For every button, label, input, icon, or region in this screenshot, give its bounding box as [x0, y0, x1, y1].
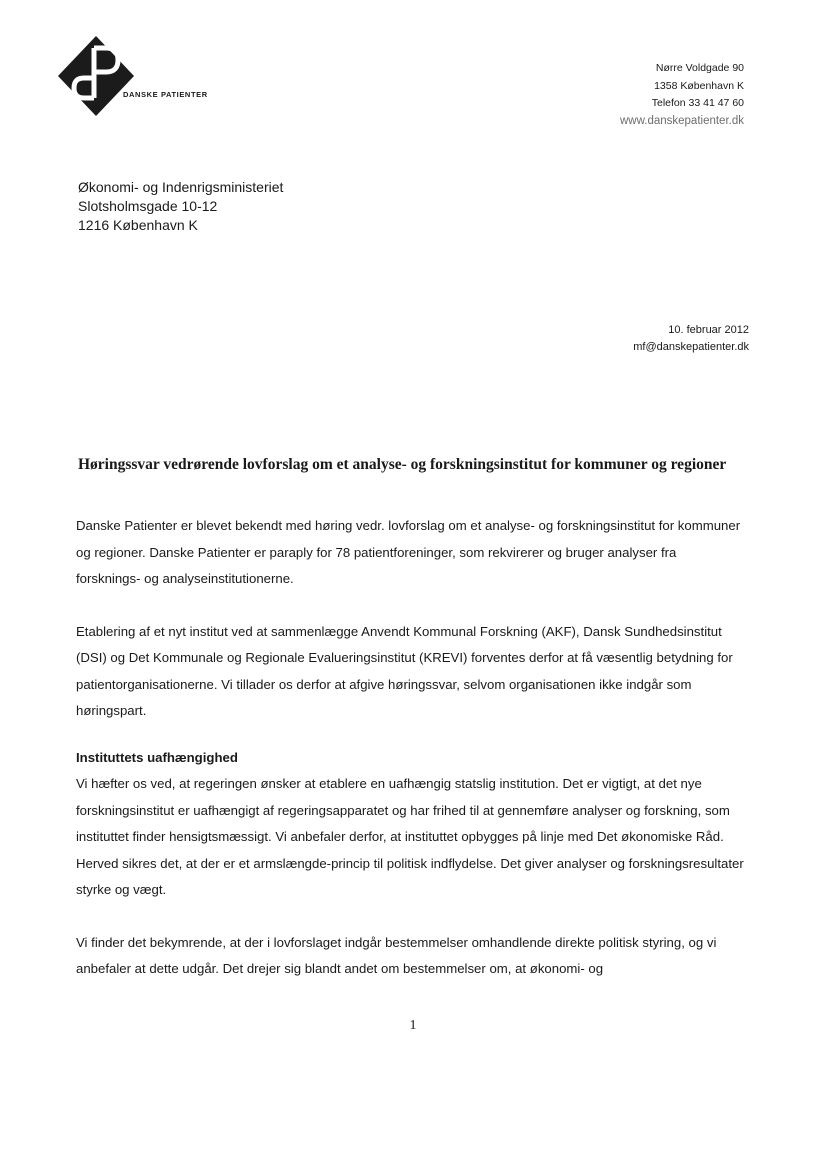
recipient-city: 1216 København K	[78, 217, 198, 233]
logo-name: DANSKE PATIENTER	[123, 90, 208, 99]
page-number: 1	[409, 1018, 417, 1033]
sender-street: Nørre Voldgade 90	[655, 62, 744, 74]
letter-body	[76, 513, 744, 983]
danske-patienter-dp-diamond-logo-icon	[56, 34, 136, 118]
danske-patienter-logo	[56, 34, 216, 118]
section-heading: Instituttets uafhængighed	[76, 749, 238, 765]
date-block	[633, 322, 749, 356]
sender-city: 1358 København K	[654, 79, 744, 92]
sender-phone: Telefon 33 41 47 60	[651, 97, 744, 109]
letter-title: Høringssvar vedrørende lovforslag om et analyse- og forskningsinstitut for kommuner og regioner	[78, 456, 727, 473]
recipient-name: Økonomi- og Indenrigsministeriet	[78, 179, 284, 195]
paragraph-merger: Etablering af et nyt institut ved at sammenlægge Anvendt Kommunal Forskning (AKF), Dansk Sundhedsinstitut (DSI) og Det Kommunale og Regionale Evalueringsinstitut (KREVI) forventes derfor at få væsentlig betydning for patientorganisationerne. Vi tillader os derfor at afgive høringssvar, selvom organisationen ikke indgår som høringspart.	[76, 623, 733, 718]
sender-address	[620, 60, 744, 130]
paragraph-intro: Danske Patienter er blevet bekendt med høring vedr. lovforslag om et analyse- og forskningsinstitut for kommuner og regioner. Danske Patienter er paraply for 78 patientforeninger, som rekvirerer og bruger analyser fra forsknings- og analyseinstitutionerne.	[76, 518, 741, 586]
recipient-address	[78, 178, 283, 235]
contact-email: mf@danskepatienter.dk	[633, 341, 749, 353]
recipient-street: Slotsholmsgade 10-12	[78, 198, 218, 214]
sender-website: www.danskepatienter.dk	[619, 114, 744, 127]
paragraph-concern: Vi finder det bekymrende, at der i lovforslaget indgår bestemmelser omhandlende direkte politisk styring, og vi anbefaler at dette udgår. Det drejer sig blandt andet om bestemmelser om, at økonomi- og	[76, 934, 717, 976]
paragraph-independence: Vi hæfter os ved, at regeringen ønsker at etablere en uafhængig statslig institution. Det er vigtigt, at det nye forskningsinstitut er uafhængigt af regeringsapparatet og har frihed til at gennemføre analyser og forskning, som instituttet finder hensigtsmæssigt. Vi anbefaler derfor, at instituttet opbygges på linje med Det økonomiske Råd. Herved sikres det, at der er et armslængde-princip til politisk indflydelse. Det giver analyser og forskningsresultater styrke og vægt.	[76, 776, 744, 897]
letter-date: 10. februar 2012	[668, 324, 749, 336]
